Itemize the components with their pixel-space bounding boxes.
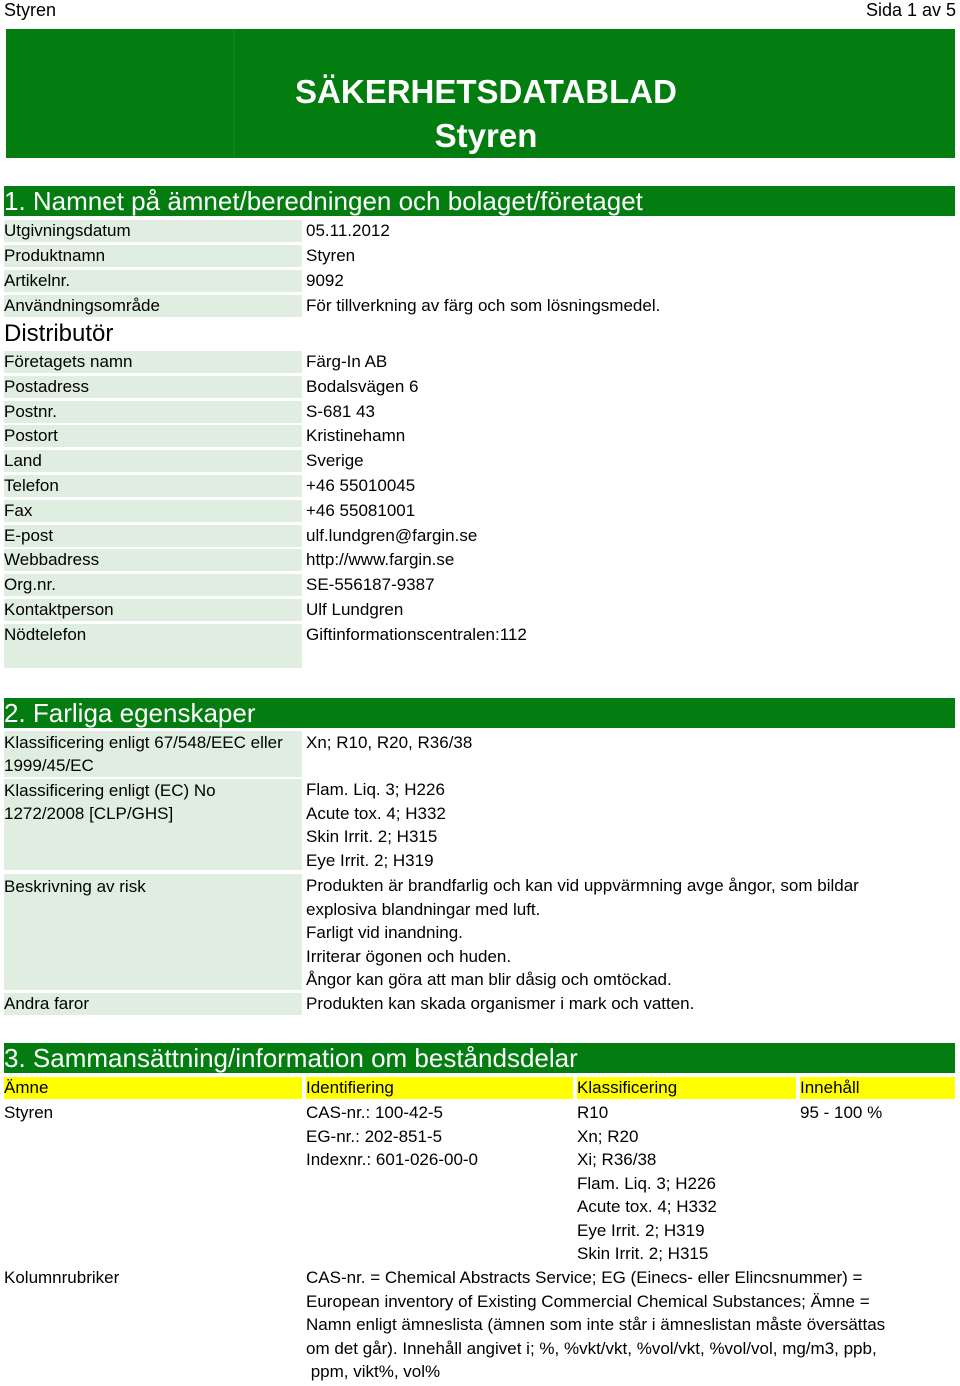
classification-line: Skin Irrit. 2; H315 [577,1244,709,1263]
field-label: Utgivningsdatum [4,221,131,240]
column-header-content [800,1077,955,1099]
field-value: S-681 43 [306,401,375,421]
field-label: Fax [4,500,33,520]
section-1-heading: 1. Namnet på ämnet/beredningen och bolaget/företaget [4,186,955,216]
field-label: Telefon [4,476,59,495]
field-label: E-post [4,525,54,545]
column-header-classification [577,1077,796,1099]
field-value: +46 55010045 [306,476,416,495]
substance-name: Styren [4,1103,54,1122]
label-cell [4,731,302,777]
classification-line: Xi; R36/38 [577,1150,657,1169]
risk-description-line: Irriterar ögonen och huden. [306,946,512,966]
clp-classification-line: Acute tox. 4; H332 [306,803,446,823]
classification-line: Xn; R20 [577,1126,639,1146]
column-note-line: ppm, vikt%, vol% [306,1362,441,1381]
column-header-substance-label: Ämne [4,1078,49,1097]
risk-label: Beskrivning av risk [4,877,146,896]
field-value: 9092 [306,271,344,290]
field-value: Kristinehamn [306,426,406,446]
column-header-substance [4,1077,302,1099]
field-value: ulf.lundgren@fargin.se [306,525,478,545]
field-label: Land [4,451,42,471]
field-label: Org.nr. [4,575,56,595]
class-clp-label-line-2: 1272/2008 [CLP/GHS] [4,804,174,823]
column-header-identification [306,1077,573,1099]
field-label: Postort [4,426,58,446]
field-value: 05.11.2012 [306,221,390,240]
label-cell [4,450,302,472]
field-label: Produktnamn [4,246,106,265]
title-banner [6,29,955,158]
field-value: Ulf Lundgren [306,600,404,619]
class-clp-label-line-1: Klassificering enligt (EC) No [4,781,216,800]
class-67-value: Xn; R10, R20, R36/38 [306,733,473,752]
field-value: Styren [306,246,356,265]
classification-line: Eye Irrit. 2; H319 [577,1220,705,1240]
column-note-line: om det går). Innehåll angivet i; %, %vkt/vkt, %vol/vkt, %vol/vol, mg/m3, ppb, [306,1338,877,1358]
field-value: +46 55081001 [306,500,416,520]
field-value: Färg-In AB [306,352,388,371]
identifier-line: CAS-nr.: 100-42-5 [306,1103,444,1122]
document-title: SÄKERHETSDATABLAD [295,73,677,110]
field-value: http://www.fargin.se [306,550,455,570]
field-label: Webbadress [4,550,100,570]
page-header [0,0,960,22]
clp-classification-line: Eye Irrit. 2; H319 [306,850,434,870]
risk-description-line: Produkten är brandfarlig och kan vid uppvärmning avge ångor, som bildar [306,876,859,895]
label-cell [4,993,302,1015]
field-label: Artikelnr. [4,271,71,290]
field-label: Användningsområde [4,296,160,315]
page-number: Sida 1 av 5 [865,0,956,20]
risk-description-line: Farligt vid inandning. [306,923,463,942]
risk-description-line: Ångor kan göra att man blir dåsig och omtöckad. [306,970,672,989]
column-note-line: European inventory of Existing Commercial Chemical Substances; Ämne = [306,1291,870,1311]
other-hazards-value: Produkten kan skada organismer i mark och vatten. [306,994,695,1013]
field-label: Företagets namn [4,352,133,371]
distributor-heading: Distributör [4,320,114,347]
column-header-content-label: Innehåll [800,1078,860,1097]
field-label: Kontaktperson [4,600,114,619]
field-value: För tillverkning av färg och som lösningsmedel. [306,296,661,315]
column-header-classification-label: Klassificering [577,1078,678,1097]
risk-description-line: explosiva blandningar med luft. [306,899,541,919]
field-label: Postnr. [4,401,57,421]
field-value: Sverige [306,451,364,471]
field-label: Postadress [4,376,90,396]
class-67-label-line-1: Klassificering enligt 67/548/EEC eller [4,733,283,752]
label-cell [4,779,302,870]
substance-content: 95 - 100 % [800,1103,883,1122]
header-product-name: Styren [4,0,57,20]
column-note-line: Namn enligt ämneslista (ämnen som inte står i ämneslistan måste översättas [306,1315,886,1334]
classification-line: R10 [577,1103,609,1122]
other-hazards-label: Andra faror [4,994,90,1013]
column-notes-label: Kolumnrubriker [4,1268,120,1287]
field-value: Bodalsvägen 6 [306,376,419,396]
classification-line: Flam. Liq. 3; H226 [577,1173,716,1193]
section-3-heading: 3. Sammansättning/information om beståndsdelar [4,1043,955,1073]
label-cell [4,500,302,522]
section-2-heading: 2. Farliga egenskaper [4,698,955,728]
clp-classification-line: Flam. Liq. 3; H226 [306,780,445,799]
identifier-line: EG-nr.: 202-851-5 [306,1126,443,1146]
field-value: Giftinformationscentralen:112 [306,624,527,644]
label-cell [4,874,302,990]
column-header-identification-label: Identifiering [306,1078,394,1097]
column-note-line: CAS-nr. = Chemical Abstracts Service; EG (Einecs- eller Elincsnummer) = [306,1268,863,1287]
document-subtitle: Styren [434,117,538,154]
field-value: SE-556187-9387 [306,575,435,595]
field-label: Nödtelefon [4,624,87,644]
clp-classification-line: Skin Irrit. 2; H315 [306,827,438,846]
classification-line: Acute tox. 4; H332 [577,1197,717,1216]
class-67-label-line-2: 1999/45/EC [4,756,94,775]
identifier-line: Indexnr.: 601-026-00-0 [306,1150,479,1169]
